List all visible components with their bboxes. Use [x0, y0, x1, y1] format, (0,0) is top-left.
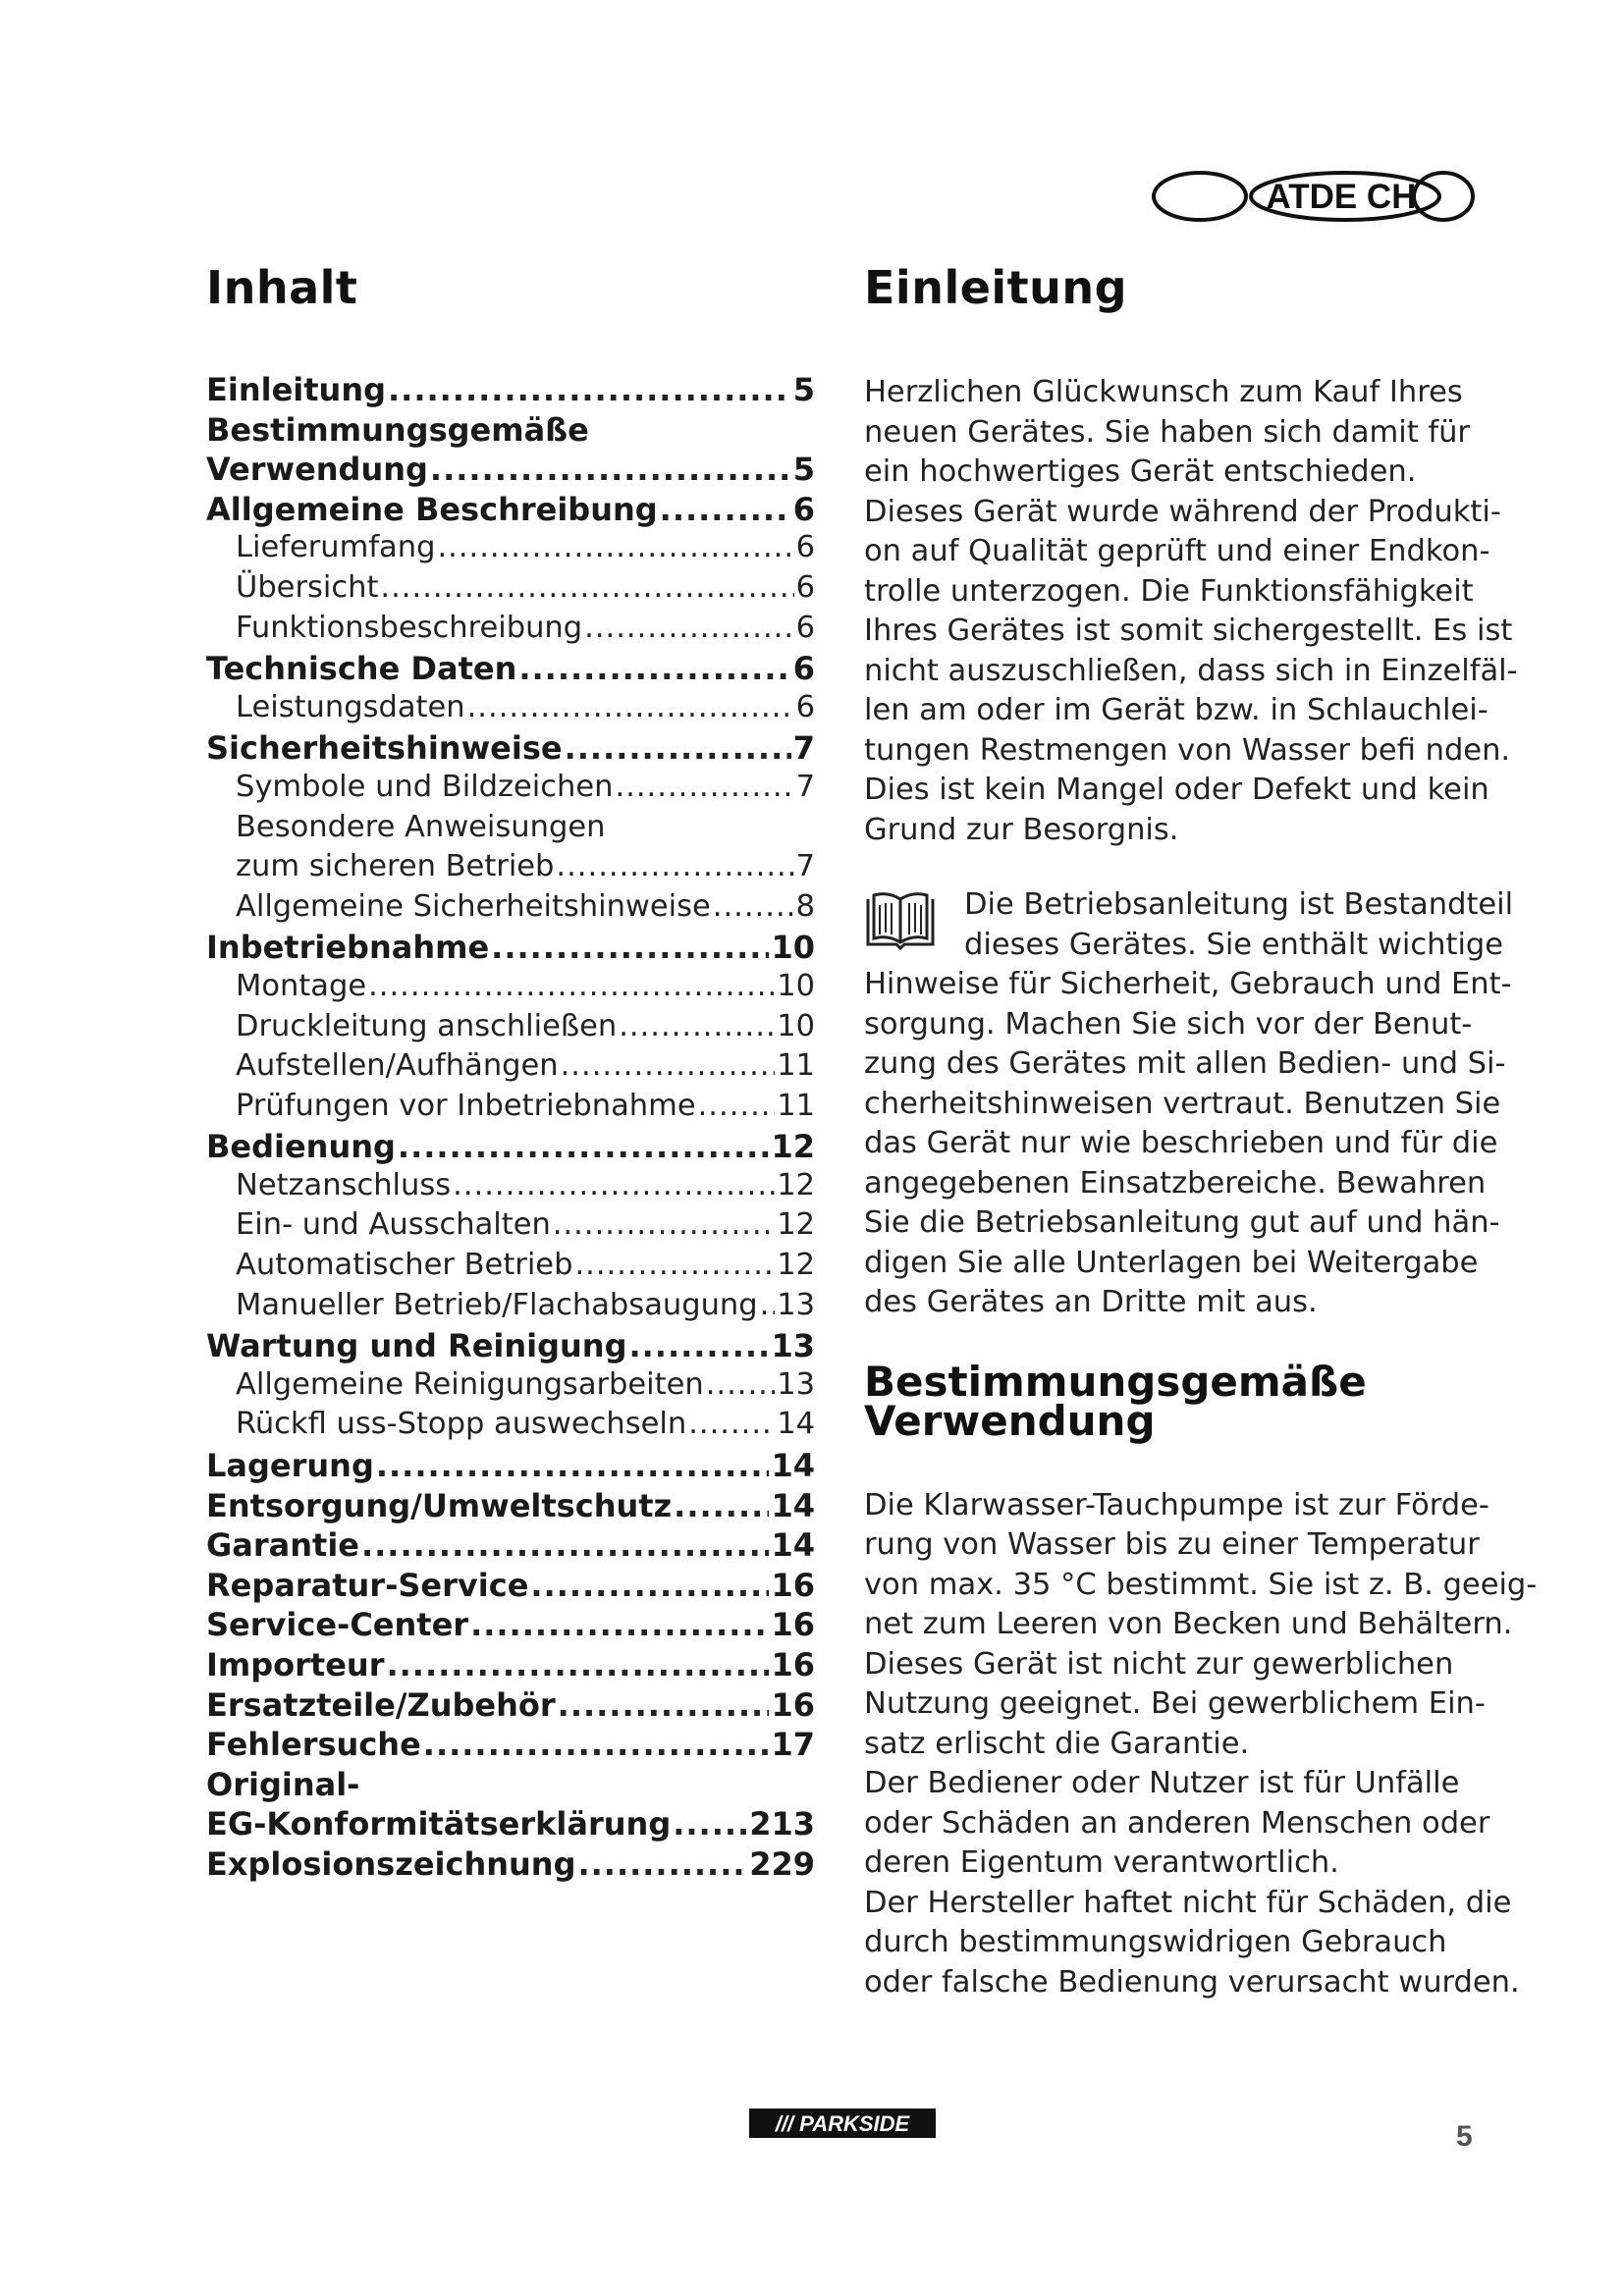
- text-line: durch bestimmungswidrigen Gebrauch: [864, 1925, 1447, 1959]
- toc-entry-page: 14: [771, 1447, 815, 1485]
- text-line: on auf Qualität geprüft und einer Endkon-: [864, 534, 1490, 568]
- toc-entry[interactable]: [206, 530, 815, 570]
- text-line: von max. 35 °C bestimmt. Sie ist z. B. geeig-: [864, 1567, 1538, 1602]
- text-line: Die Klarwasser-Tauchpumpe ist zur Förde-: [864, 1487, 1489, 1522]
- toc-entry-label: Reparatur-Service: [206, 1566, 529, 1604]
- toc-entry[interactable]: [206, 1845, 815, 1886]
- text-line: Grund zur Besorgnis.: [864, 812, 1179, 847]
- toc-entry-page: 11: [777, 1048, 815, 1084]
- toc-entry-label: Explosionszeichnung: [206, 1844, 576, 1883]
- toc-entry[interactable]: [206, 729, 815, 770]
- text-line: Dies ist kein Mangel oder Defekt und kein: [864, 773, 1489, 807]
- text-line: Dieses Gerät ist nicht zur gewerblichen: [864, 1646, 1454, 1682]
- text-line: des Gerätes an Dritte mit aus.: [864, 1285, 1318, 1319]
- toc-entry-label: Lagerung: [206, 1447, 374, 1485]
- page-number: 5: [1456, 2120, 1473, 2153]
- toc-entry[interactable]: [206, 889, 815, 930]
- toc-entry-label: Original-: [206, 1765, 360, 1803]
- toc-entry-page: 12: [777, 1167, 815, 1202]
- toc-leader-dots: [698, 1089, 776, 1123]
- text-line: Nutzung geeignet. Bei gewerblichem Ein-: [864, 1686, 1486, 1721]
- toc-entry-page: 8: [795, 888, 815, 924]
- toc-entry[interactable]: [206, 690, 815, 730]
- toc-entry-page: 6: [792, 490, 815, 528]
- toc-entry[interactable]: [206, 1207, 815, 1248]
- intro-paragraph: [864, 373, 1518, 850]
- toc-entry-page: 5: [792, 371, 815, 408]
- intended-use-title: [864, 1357, 1473, 1445]
- toc-leader-dots: [518, 650, 790, 687]
- toc-entry-label: EG-Konformitätserklärung: [206, 1805, 672, 1843]
- country-badges: [1149, 167, 1478, 226]
- toc-entry-label: Automatischer Betrieb: [236, 1248, 573, 1283]
- toc-entry[interactable]: [206, 1288, 815, 1328]
- toc-entry-label: Bestimmungsgemäße: [206, 410, 589, 449]
- toc-entry-page: 10: [777, 968, 815, 1003]
- toc-entry[interactable]: [206, 1686, 815, 1727]
- text-line: das Gerät nur wie beschrieben und für die: [864, 1126, 1498, 1160]
- toc-leader-dots: [584, 611, 793, 645]
- intended-use-title-line2: Verwendung: [864, 1396, 1156, 1445]
- toc-entry[interactable]: [206, 1567, 815, 1607]
- text-line: digen Sie alle Unterlagen bei Weitergabe: [864, 1245, 1479, 1280]
- toc-entry[interactable]: [206, 969, 815, 1009]
- toc-entry-page: 6: [795, 610, 815, 645]
- toc-entry-page: 16: [771, 1685, 815, 1724]
- toc-leader-dots: [760, 1288, 776, 1322]
- text-line: Der Hersteller haftet nicht für Schäden, die: [864, 1885, 1512, 1920]
- toc-entry-page: 13: [771, 1327, 815, 1365]
- toc-entry-page: 11: [777, 1088, 815, 1123]
- toc-entry[interactable]: [206, 1168, 815, 1208]
- book-icon: [864, 891, 937, 952]
- text-line: trolle unterzogen. Die Funktionsfähigkeit: [864, 573, 1474, 609]
- toc-leader-dots: [706, 1367, 775, 1402]
- toc-leader-dots: [553, 1207, 775, 1242]
- toc-entry[interactable]: [206, 1447, 815, 1487]
- toc-leader-dots: [565, 729, 791, 767]
- toc-leader-dots: [674, 1487, 769, 1524]
- toc-entry-page: 14: [771, 1526, 815, 1565]
- toc-entry[interactable]: [206, 1726, 815, 1766]
- text-line: Herzlichen Glückwunsch zum Kauf Ihres: [864, 375, 1463, 409]
- text-line: rung von Wasser bis zu einer Temperatur: [864, 1527, 1480, 1562]
- toc-entry[interactable]: [206, 810, 815, 850]
- toc-entry-page: 213: [749, 1805, 815, 1843]
- text-line: oder falsche Bedienung verursacht wurden.: [864, 1964, 1520, 2000]
- toc-entry-page: 12: [777, 1207, 815, 1243]
- toc-entry[interactable]: [206, 1805, 815, 1845]
- text-line: angegebenen Einsatzbereiche. Bewahren: [864, 1165, 1487, 1201]
- toc-entry-label: zum sicheren Betrieb: [236, 849, 555, 884]
- toc-leader-dots: [491, 929, 769, 966]
- toc-entry-label: Montage: [236, 968, 367, 1003]
- toc-entry-label: Ersatzteile/Zubehör: [206, 1685, 556, 1724]
- toc-entry[interactable]: [206, 1487, 815, 1527]
- toc-entry-page: 12: [771, 1128, 815, 1166]
- toc-entry-page: 16: [771, 1606, 815, 1644]
- toc-entry[interactable]: [206, 411, 815, 452]
- text-line: Der Bediener oder Nutzer ist für Unfälle: [864, 1766, 1460, 1800]
- toc-entry-label: Funktionsbeschreibung: [236, 610, 583, 645]
- toc-leader-dots: [660, 491, 791, 528]
- text-line: Sie die Betriebsanleitung gut auf und hän-: [864, 1205, 1500, 1240]
- toc-entry-label: Lieferumfang: [236, 530, 436, 565]
- toc-entry-label: Netzanschluss: [236, 1167, 452, 1202]
- toc-entry[interactable]: [206, 770, 815, 810]
- text-line: Hinweise für Sicherheit, Gebrauch und Ent-: [864, 967, 1512, 1001]
- toc-leader-dots: [561, 1048, 776, 1083]
- toc-leader-dots: [673, 1805, 747, 1842]
- toc-entry-page: 5: [792, 451, 815, 489]
- toc-entry-page: 14: [771, 1486, 815, 1524]
- country-badge-label: ATDE CH: [1266, 178, 1417, 216]
- toc-entry-page: 7: [795, 849, 815, 884]
- toc-entry[interactable]: [206, 451, 815, 491]
- toc-leader-dots: [556, 849, 793, 883]
- text-line: Die Betriebsanleitung ist Bestandteil: [964, 887, 1514, 922]
- toc-entry-page: 10: [777, 1008, 815, 1043]
- parkside-logo-text: /// PARKSIDE: [775, 2111, 910, 2136]
- toc-entry-label: Rückfl uss-Stopp auswechseln: [236, 1407, 687, 1442]
- text-line: sorgung. Machen Sie sich vor der Benut-: [864, 1006, 1473, 1041]
- text-line: Dieses Gerät wurde während der Produkti-: [864, 494, 1501, 529]
- text-line: ein hochwertiges Gerät entschieden.: [864, 454, 1417, 489]
- toc-entry-label: Service-Center: [206, 1606, 469, 1644]
- toc-leader-dots: [430, 451, 791, 488]
- toc-leader-dots: [713, 889, 794, 924]
- toc-entry-label: Garantie: [206, 1526, 359, 1565]
- toc-entry-label: Allgemeine Sicherheitshinweise: [236, 888, 711, 924]
- toc-leader-dots: [423, 1726, 770, 1763]
- text-line: oder Schäden an anderen Menschen oder: [864, 1805, 1490, 1841]
- toc-entry[interactable]: [206, 1367, 815, 1408]
- toc-leader-dots: [398, 1128, 770, 1165]
- text-line: nicht auszuschließen, dass sich in Einzelfäl-: [864, 653, 1518, 688]
- toc-entry[interactable]: [206, 849, 815, 889]
- toc-entry-label: Besondere Anweisungen: [236, 809, 606, 844]
- toc-leader-dots: [437, 530, 793, 564]
- toc-entry-label: Wartung und Reinigung: [206, 1327, 627, 1365]
- toc-entry[interactable]: [206, 1009, 815, 1049]
- toc-leader-dots: [470, 1606, 769, 1643]
- manual-note: [864, 885, 1514, 1323]
- toc-entry-label: Übersicht: [236, 569, 379, 605]
- toc-entry-label: Importeur: [206, 1646, 385, 1683]
- manual-note-text: [864, 885, 1514, 1323]
- toc-entry-label: Druckleitung anschließen: [236, 1008, 618, 1043]
- toc-entry-label: Verwendung: [206, 451, 428, 489]
- toc-entry-page: 16: [771, 1566, 815, 1604]
- toc-entry-label: Entsorgung/Umweltschutz: [206, 1486, 673, 1524]
- text-line: cherheitshinweisen vertraut. Benutzen Sie: [864, 1086, 1501, 1121]
- toc-leader-dots: [558, 1686, 770, 1724]
- toc-entry-page: 16: [771, 1646, 815, 1683]
- toc-entry-page: 10: [771, 929, 815, 967]
- toc-list: [206, 371, 815, 1886]
- toc-entry-page: 6: [795, 530, 815, 565]
- text-line: neuen Gerätes. Sie haben sich damit für: [864, 414, 1470, 450]
- toc-entry-label: Aufstellen/Aufhängen: [236, 1048, 559, 1084]
- toc-entry-label: Allgemeine Beschreibung: [206, 490, 658, 528]
- toc-leader-dots: [577, 1845, 747, 1883]
- toc-entry[interactable]: [206, 1248, 815, 1288]
- text-line: Ihres Gerätes ist somit sichergestellt. Es ist: [864, 614, 1513, 648]
- toc-leader-dots: [376, 1447, 770, 1484]
- toc-entry-label: Technische Daten: [206, 650, 517, 688]
- toc-entry[interactable]: [206, 491, 815, 531]
- toc-entry[interactable]: [206, 371, 815, 411]
- toc-entry-page: 6: [795, 569, 815, 605]
- toc-entry-page: 7: [792, 729, 815, 768]
- intended-use-paragraph: [864, 1486, 1538, 2003]
- toc-entry-label: Manueller Betrieb/Flachabsaugung: [236, 1287, 758, 1322]
- toc-leader-dots: [467, 690, 794, 724]
- toc-entry-label: Prüfungen vor Inbetriebnahme: [236, 1088, 696, 1123]
- toc-entry-page: 6: [795, 689, 815, 724]
- parkside-logo: [749, 2109, 936, 2138]
- toc-entry-page: 12: [777, 1248, 815, 1283]
- toc-entry[interactable]: [206, 1327, 815, 1367]
- intro-column: [864, 261, 1538, 2002]
- intro-title: Einleitung: [864, 261, 1128, 314]
- toc-entry-label: Allgemeine Reinigungsarbeiten: [236, 1366, 704, 1402]
- table-of-contents: [206, 261, 815, 1886]
- toc-entry[interactable]: [206, 570, 815, 611]
- toc-entry[interactable]: [206, 1526, 815, 1567]
- toc-entry-label: Einleitung: [206, 371, 387, 408]
- toc-leader-dots: [368, 969, 775, 1003]
- toc-leader-dots: [388, 371, 791, 408]
- toc-entry-page: 13: [777, 1287, 815, 1322]
- toc-leader-dots: [453, 1168, 775, 1202]
- intended-use-title-line1: Bestimmungsgemäße: [864, 1357, 1367, 1406]
- toc-entry[interactable]: [206, 1048, 815, 1089]
- text-line: len am oder im Gerät bzw. in Schlauchlei-: [864, 693, 1489, 727]
- text-line: dieses Gerätes. Sie enthält wichtige: [964, 927, 1504, 962]
- toc-leader-dots: [628, 1327, 769, 1364]
- toc-leader-dots: [386, 1646, 769, 1683]
- toc-entry-label: Inbetriebnahme: [206, 929, 490, 967]
- toc-entry-page: 7: [795, 769, 815, 804]
- toc-leader-dots: [574, 1248, 775, 1282]
- toc-entry-label: Fehlersuche: [206, 1726, 421, 1764]
- text-line: tungen Restmengen von Wasser befi nden.: [864, 732, 1511, 768]
- toc-entry[interactable]: [206, 929, 815, 969]
- toc-leader-dots: [615, 770, 793, 804]
- toc-leader-dots: [380, 570, 793, 605]
- toc-entry[interactable]: [206, 1128, 815, 1168]
- toc-entry-label: Ein- und Ausschalten: [236, 1207, 551, 1243]
- toc-leader-dots: [361, 1526, 769, 1564]
- toc-entry[interactable]: [206, 1606, 815, 1646]
- toc-leader-dots: [688, 1407, 775, 1441]
- toc-leader-dots: [530, 1567, 769, 1604]
- toc-entry[interactable]: [206, 650, 815, 690]
- text-line: satz erlischt die Garantie.: [864, 1726, 1250, 1761]
- text-line: zung des Gerätes mit allen Bedien- und Si-: [864, 1046, 1506, 1081]
- toc-entry-label: Bedienung: [206, 1128, 396, 1166]
- toc-entry[interactable]: [206, 1766, 815, 1806]
- toc-entry-label: Leistungsdaten: [236, 689, 465, 724]
- toc-entry[interactable]: [206, 1407, 815, 1447]
- toc-entry-label: Sicherheitshinweise: [206, 729, 563, 768]
- toc-entry[interactable]: [206, 1646, 815, 1686]
- toc-entry[interactable]: [206, 1089, 815, 1129]
- toc-title: Inhalt: [206, 261, 358, 314]
- text-line: net zum Leeren von Becken und Behältern.: [864, 1607, 1513, 1641]
- text-line: deren Eigentum verantwortlich.: [864, 1845, 1339, 1880]
- toc-entry-label: Symbole und Bildzeichen: [236, 769, 614, 804]
- toc-entry-page: 6: [792, 650, 815, 688]
- toc-entry-page: 229: [749, 1844, 815, 1883]
- toc-entry-page: 17: [771, 1726, 815, 1764]
- toc-entry[interactable]: [206, 611, 815, 651]
- toc-entry-page: 13: [777, 1366, 815, 1402]
- toc-entry-page: 14: [777, 1407, 815, 1442]
- toc-leader-dots: [619, 1009, 775, 1043]
